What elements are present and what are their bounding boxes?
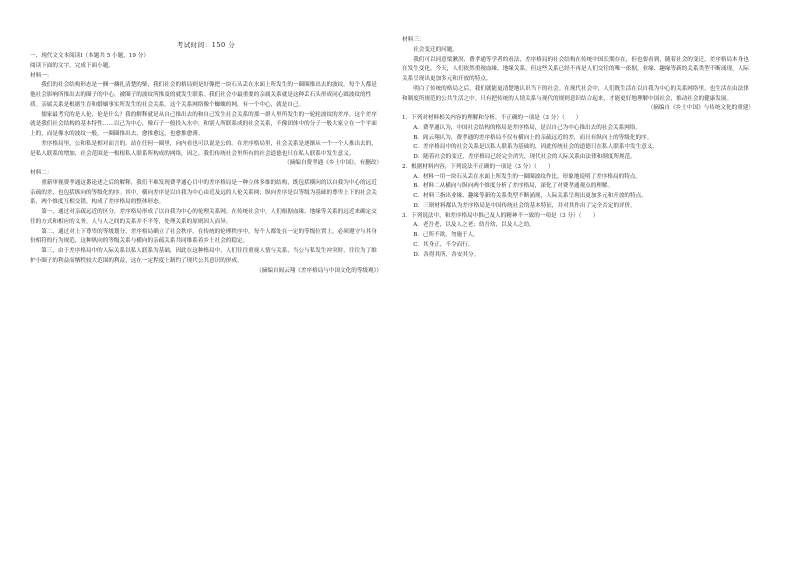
material-3-lead: 社会变迁的问题。 xyxy=(413,46,458,53)
right-column xyxy=(402,36,754,260)
material-2-paragraph: 第三，由于差序格局中的人际关系以私人联系为基础，因此在这种格局中，人们往往重视人情与关系，当公与私发生冲突时，往往为了维护小圈子的利益而牺牲较大范围的利益，这在一定程度上制约了现代公共意识的形成。 xyxy=(30,248,377,264)
question-3-option-a: A．老吾老，以及人之老；幼吾幼，以及人之幼。 xyxy=(413,222,535,229)
material-3-paragraph: 明白了传统的格局之后，我们就能更清楚地认识当下的社会。在现代社会中，人们既生活在以自我为中心的关系网络里，也生活在由法律和制度所规范的公共生活之中。只有把传统的人情关系与现代的规则意识结合起来，才能更好地理解中国社会，推动社会的健康发展。 xyxy=(402,85,749,102)
material-3-paragraph: 我们可以同意梁漱溟、费孝通等学者的看法，差序格局的社会结构在传统中国长期存在，但也要看到，随着社会的变迁，差序格局本身也在发生变化。今天，人们依然重视血缘、地缘关系，但这些关系已经不再是人们交往的唯一依据，业缘、趣缘等新的关系类型不断涌现，人际关系呈现出更加多元和开放的特点。 xyxy=(402,56,749,82)
question-2-option-c: C．材料三指出业缘、趣缘等新的关系类型不断涌现，人际关系呈现出更加多元和开放的特点。 xyxy=(413,193,647,199)
question-2-option-b: B．材料二从横向与纵向两个维度分析了差序格局，深化了对费孝通观点的理解。 xyxy=(413,183,614,190)
question-3-option-c: C．其身正，不令而行。 xyxy=(413,241,474,248)
question-1-option-c: C．差序格局中的社会关系是以私人联系为基础的，因此传统社会的道德只在私人联系中发生意义。 xyxy=(413,144,659,151)
material-1-paragraph: 儒家最考究的是人伦，伦是什么？我的解释就是从自己推出去的和自己发生社会关系的那一群人里所发生的一轮轮波纹的差序。这个差序就是我们社会结构的基本特性……以己为中心，像石子一般投入水中，和别人所联系成的社会关系，不像团体中的分子一般大家立在一个平面上的，而是像水的波纹一般，一圈圈推出去，愈推愈远，也愈推愈薄。 xyxy=(30,111,377,137)
question-3-option-d: D．各得其所，各安其分。 xyxy=(413,251,480,258)
left-column xyxy=(30,36,382,276)
question-3-option-b: B．己所不欲，勿施于人。 xyxy=(413,232,479,238)
material-2-paragraph: 重新审视费孝通这番论述之后的解释，我们不难发现费孝通心目中的差序格局是一种立体多维的结构，既包括横向的以自我为中心的远近亲疏的差，也包括纵向的等级化的序。其中，横向差序是以自我为中心由近及远的人伦关系网；纵向差序是以等级为基础的尊卑上下的社会关系，两个维度互相交错，构成了差序格局的整体形态。 xyxy=(30,179,377,206)
question-1-option-a: A．费孝通认为，中国社会结构的格局是差序格局，是以自己为中心推出去的社会关系网络。 xyxy=(413,124,641,131)
section-title: 一、现代文文本阅读Ⅰ（本题共 5 小题，19 分） xyxy=(30,53,149,59)
material-3-label: 材料三： xyxy=(402,37,425,43)
exam-time: 考试时间：150 分 xyxy=(176,41,236,49)
question-2-option-a: A．材料一用一块石头丢在水面上所发生的一圈圈波纹作比，形象地说明了差序格局的特点。 xyxy=(413,173,641,180)
material-1-label: 材料一： xyxy=(30,72,53,79)
question-2-option-d: D．三则材料都认为差序格局是中国传统社会的基本特征，并对其作出了完全否定的评价。 xyxy=(413,202,636,209)
material-1-source: （摘编自费孝通《乡土中国》，有删改） xyxy=(284,160,382,167)
question-2-stem: 2．根据材料内容，下列说法不正确的一项是（3 分）（ ） xyxy=(402,163,554,170)
material-2-paragraph: 第一，通过对亲疏远近的区分，差序格局形成了以自我为中心的伦理关系网。在传统社会中，人们根据血缘、地缘等关系的远近来确定交往的方式和相应的义务，人与人之间的关系并不平等，处理关系的原则因人而异。 xyxy=(30,209,377,225)
material-2-label: 材料二： xyxy=(30,170,53,176)
material-2-source: （摘编自阎云翔《差序格局与中国文化的等级观》） xyxy=(256,267,382,274)
question-1-stem: 1．下列对材料相关内容的理解和分析，不正确的一项是（3 分）（ ） xyxy=(402,115,582,121)
question-1-option-b: B．阎云翔认为，费孝通的差序格局不仅有横向上的亲疏远近的差，而且有纵向上的等级化的序。 xyxy=(413,134,653,141)
question-1-option-d: D．随着社会的变迁，差序格局已经完全消失，现代社会的人际关系由法律和制度所规范。 xyxy=(413,154,636,160)
material-1-paragraph: 差序格局里，公和私是相对而言的。站在任何一圈里，向内看也可以说是公的。在差序格局里，社会关系是逐渐从一个一个人推出去的，是私人联系的增加，社会范围是一根根私人联系所构成的网络，因之，我们传统社会里所有的社会道德也只在私人联系中发生意义。 xyxy=(30,140,377,157)
material-3-source: （摘编自《乡土中国》与传统文化的重建） xyxy=(647,105,754,112)
instruction: 阅读下面的文字，完成下面小题。 xyxy=(30,62,114,69)
question-3-stem: 3．下列说法中，和差序格局中推己及人的精神不一致的一项是（3 分）（ ） xyxy=(402,212,599,219)
material-2-paragraph: 第二，通过对上下尊卑的等级划分，差序格局确立了社会秩序。在传统的伦理秩序中，每个人都处在一定的等级位置上，必须遵守与其身份相符的行为规范，这种纵向的等级关系与横向的亲疏关系共同维系着乡土社会的稳定。 xyxy=(30,228,377,245)
material-1-paragraph: 我们的社会结构形态是一捆一捆扎清楚的柴，我们社会的格局则是好像把一块石头丢在水面上所发生的一圈圈推出去的波纹。每个人都是他社会影响所推出去的圈子的中心，被圈子的波纹所推及的就发生联系。我们社会中最重要的亲属关系就是这种丢石头形成同心圆波纹的性质。亲属关系是根据生育和婚姻事实所发生的社会关系。这个关系网络像个蜘蛛的网，有一个中心，就是自己。 xyxy=(30,82,377,108)
